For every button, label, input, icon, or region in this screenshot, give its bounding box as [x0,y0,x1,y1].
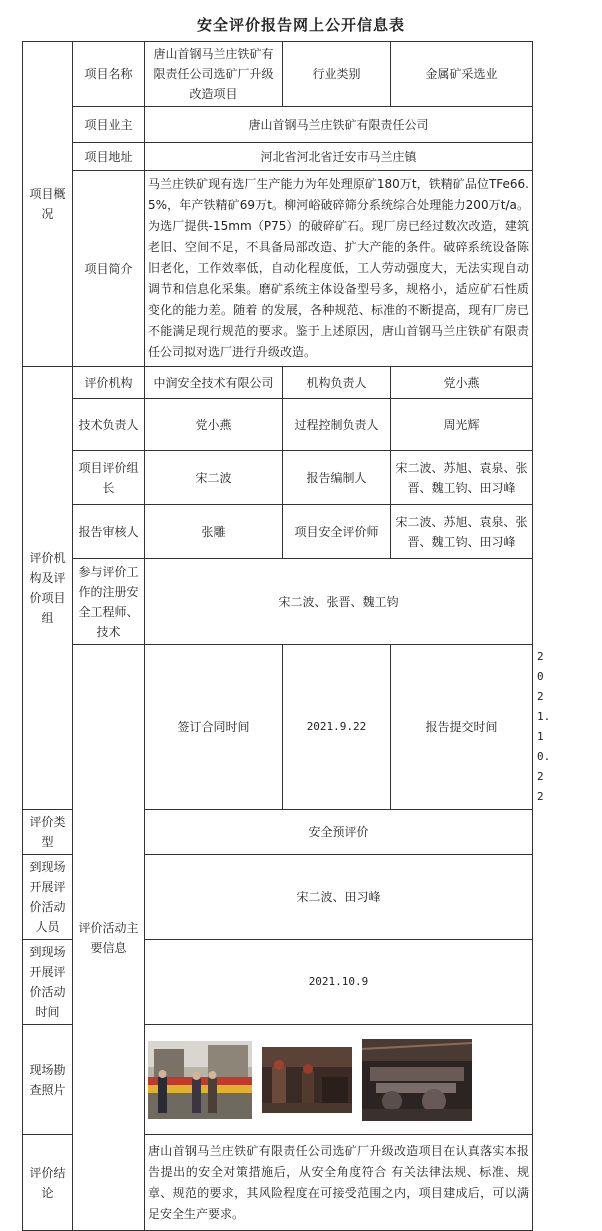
engineers: 宋二波、张晋、魏工钧 [145,559,533,645]
org-head-label: 机构负责人 [283,367,391,399]
reviewer-label: 报告审核人 [73,505,145,559]
industry: 金属矿采选业 [391,42,533,107]
site-photo-workshop [262,1047,352,1113]
owner-label: 项目业主 [73,107,145,143]
site-people-label: 到现场开展评价活动人员 [23,855,73,940]
owner: 唐山首钢马兰庄铁矿有限责任公司 [145,107,533,143]
site-photo-group [148,1041,252,1119]
org-label: 评价机构 [73,367,145,399]
process-head: 周光辉 [391,399,533,451]
reviewer: 张雕 [145,505,283,559]
org-head: 党小燕 [391,367,533,399]
project-name-label: 项目名称 [73,42,145,107]
engineers-label: 参与评价工作的注册安全工程师、技术 [73,559,145,645]
conclusion: 唐山首钢马兰庄铁矿有限责任公司选矿厂升级改造项目在认真落实本报告提出的安全对策措施后，从安全角度符合 有关法律法规、标准、规章、规范的要求，其风险程度在可接受范围之内，项目建成后，可以满足安全生产要求。 [145,1135,533,1231]
process-head-label: 过程控制负责人 [283,399,391,451]
section-overview-label: 项目概况 [23,42,73,367]
submit-date-label: 报告提交时间 [391,645,533,810]
evaluator-label: 项目安全评价师 [283,505,391,559]
evaluators: 宋二波、苏旭、袁泉、张晋、魏工钧、田习峰 [391,505,533,559]
address: 河北省河北省迁安市马兰庄镇 [145,143,533,171]
site-time-label: 到现场开展评价活动时间 [23,940,73,1025]
industry-label: 行业类别 [283,42,391,107]
site-photo-equipment [362,1039,472,1121]
tech-head: 党小燕 [145,399,283,451]
project-name: 唐山首钢马兰庄铁矿有限责任公司选矿厂升级改造项目 [145,42,283,107]
leader: 宋二波 [145,451,283,505]
org: 中润安全技术有限公司 [145,367,283,399]
contract-date: 2021.9.22 [283,645,391,810]
writers: 宋二波、苏旭、袁泉、张晋、魏工钧、田习峰 [391,451,533,505]
site-time: 2021.10.9 [145,940,533,1025]
section-activity-label: 评价活动主要信息 [73,645,145,1231]
tech-head-label: 技术负责人 [73,399,145,451]
contract-date-label: 签订合同时间 [145,645,283,810]
page-title: 安全评价报告网上公开信息表 [196,16,405,34]
address-label: 项目地址 [73,143,145,171]
photos-label: 现场勘查照片 [23,1025,73,1135]
info-table: 项目概况 项目名称 唐山首钢马兰庄铁矿有限责任公司选矿厂升级改造项目 行业类别 金属矿采选业 项目业主 唐山首钢马兰庄铁矿有限责任公司 项目地址 河北省河北省迁安市马兰庄镇 项目简介 马兰庄铁矿现有选厂生产能力为年处理原矿180万t，铁精矿品位TFe66.5%，年产铁精矿69万t。柳河峪破碎筛分系统综合处理能力200万t/a。为选厂提供-15mm（P75）的破碎矿石。现厂房已经过数次改造，建筑老旧、空间不足，不具备局部改造、扩大产能的条件。破碎系统设备陈旧老化，工作效率低，自动化程度低，工人劳动强度大，无法实现自动调节和信息化采集。磨矿系统主体设备型号多，规格小，适应矿石性质变化的能力差。随着 的发展，各种规范、标准的不断提高，现有厂房已不能满足现行规范的要求。鉴于上述原因，唐山首钢马兰庄铁矿有限责任公司拟对选厂进行升级改造。 评价机构及评价项目组 评价机构 中润安全技术有限公司 机构负责人 党小燕 技术负责人 党小燕 过程控制负责人 周光辉 项目评价组长 宋二波 报告编制人 宋二波、苏旭、袁泉、张晋、魏工钧、田习峰 报告审核人 张雕 项目安全评价师 宋二波、苏旭、袁泉、张晋、魏工钧、田习峰 参与评价工作的注册安全工程师、技术 宋二波、张晋、魏工钧 评价活动主要信息 签订合同时间 2021.9.22 报告提交时间 2021.10.22 评价类型 安全预评价 到现场开展评价活动人员 宋二波、田习峰 到现场开展评价活动时间 2021.10.9 现场勘查照片 评价结论 唐山首钢马兰庄铁矿有限责任公司选矿厂升级改造项目在认真落实本报告提出的安全对策措施后，从安全角度符合 有关法律法规、标准、规章、规范的要求，其风险程度在可接受范围之内，项目建成后，可以满足安全生产要求。 [22,41,533,1231]
writer-label: 报告编制人 [283,451,391,505]
section-institution-label: 评价机构及评价项目组 [23,367,73,810]
leader-label: 项目评价组长 [73,451,145,505]
site-people: 宋二波、田习峰 [145,855,533,940]
type-label: 评价类型 [23,810,73,855]
project-intro: 马兰庄铁矿现有选厂生产能力为年处理原矿180万t，铁精矿品位TFe66.5%，年产铁精矿69万t。柳河峪破碎筛分系统综合处理能力200万t/a。为选厂提供-15mm（P75）的破碎矿石。现厂房已经过数次改造，建筑老旧、空间不足，不具备局部改造、扩大产能的条件。破碎系统设备陈旧老化，工作效率低，自动化程度低，工人劳动强度大，无法实现自动调节和信息化采集。磨矿系统主体设备型号多，规格小，适应矿石性质变化的能力差。随着 的发展，各种规范、标准的不断提高，现有厂房已不能满足现行规范的要求。鉴于上述原因，唐山首钢马兰庄铁矿有限责任公司拟对选厂进行升级改造。 [145,171,533,367]
conclusion-label: 评价结论 [23,1135,73,1231]
site-photos [145,1025,533,1135]
eval-type: 安全预评价 [145,810,533,855]
intro-label: 项目简介 [73,171,145,367]
